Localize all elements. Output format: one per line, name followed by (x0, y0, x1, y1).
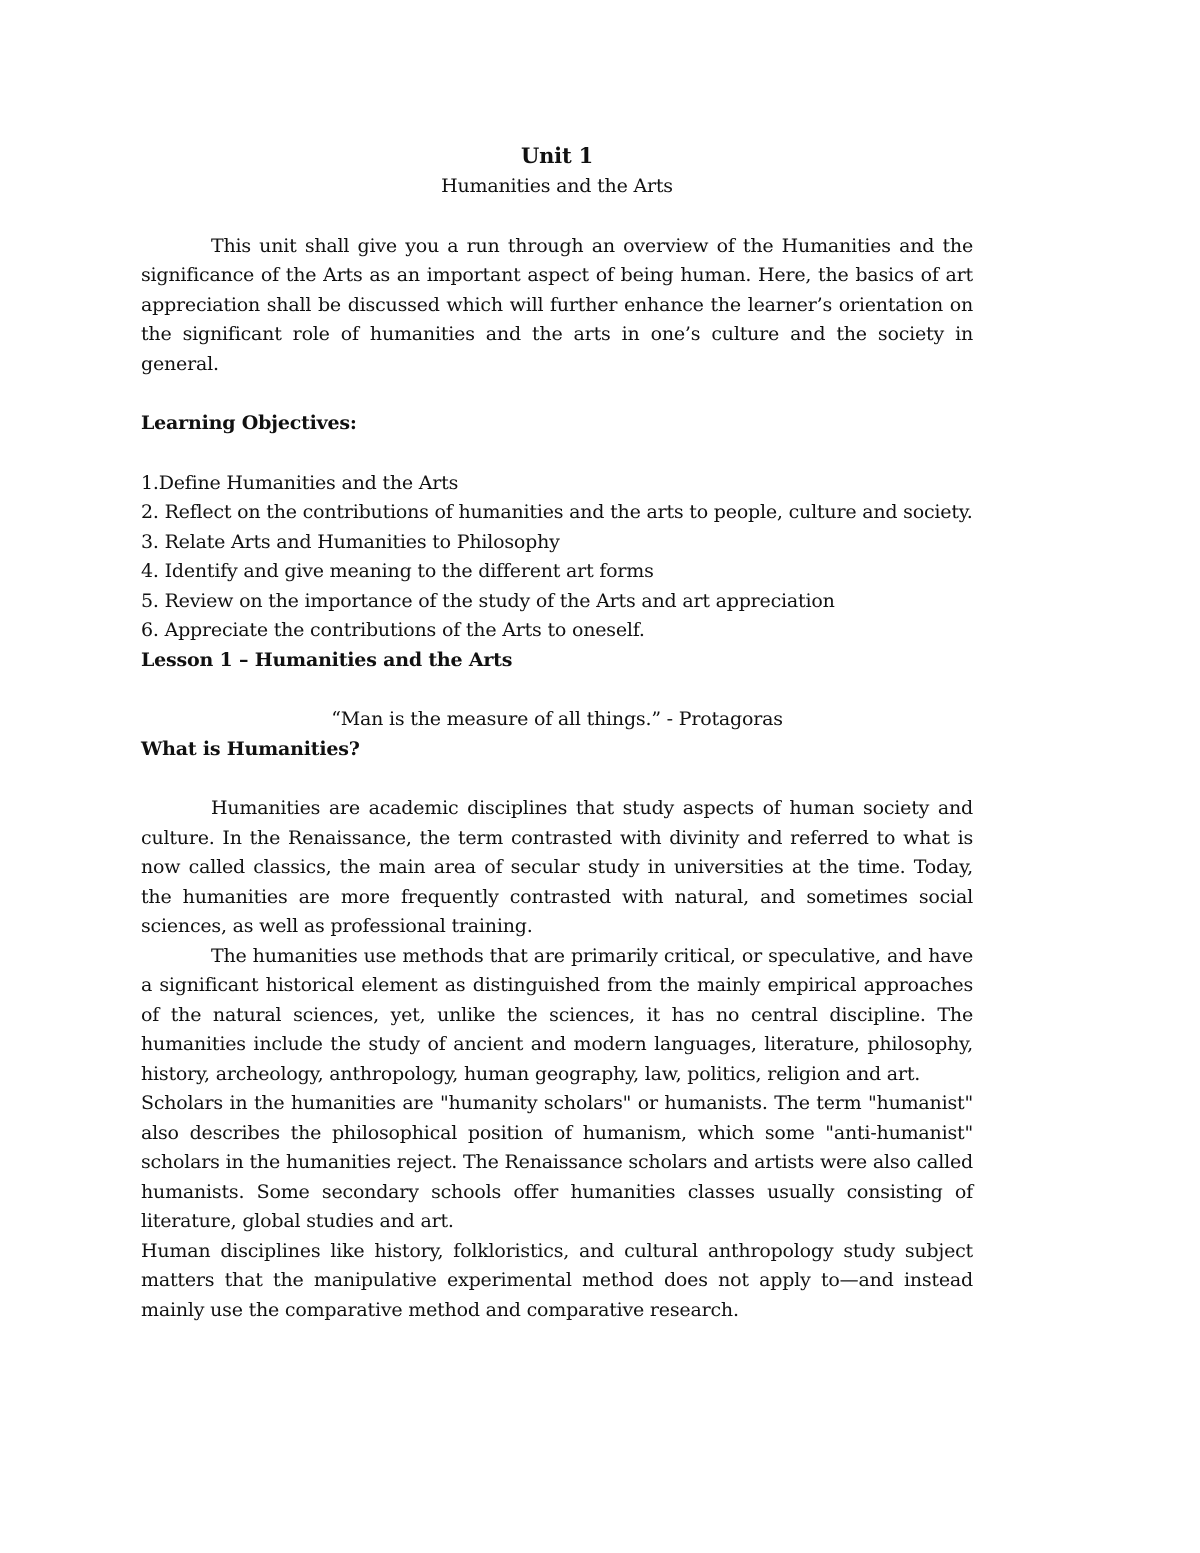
objective-item: 5. Review on the importance of the study of the Arts and art appreciation (141, 589, 835, 612)
objective-item: 6. Appreciate the contributions of the Arts to oneself. (141, 619, 645, 641)
humanities-paragraph-3: Scholars in the humanities are "humanity scholars" or humanists. The term "humanist" also describes the philosophical position of humanism, which some "anti-humanist" scholars in the humanities reject. The Renaissance scholars and artists were also called humanists. Some secondary schools offer humanities classes usually consisting of literature, global studies and art. (141, 1092, 973, 1232)
learning-objectives-heading: Learning Objectives: (141, 412, 357, 434)
what-is-humanities-heading: What is Humanities? (141, 737, 360, 760)
unit-title: Unit 1 (521, 143, 593, 168)
humanities-paragraph-1: Humanities are academic disciplines that study aspects of human society and culture. In the Renaissance, the term contrasted with divinity and referred to what is now called classics, the main area of secular study in universities at the time. Today, the humanities are more frequently contrasted with natural, and sometimes social sciences, as well as professional training. (141, 797, 973, 937)
unit-intro-paragraph: This unit shall give you a run through an overview of the Humanities and the significance of the Arts as an important aspect of being human. Here, the basics of art appreciation shall be discussed which will further enhance the learner’s orientation on the significant role of humanities and the arts in one’s culture and the society in general. (141, 234, 973, 375)
learning-objectives-list (141, 469, 973, 646)
humanities-paragraph-4: Human disciplines like history, folkloristics, and cultural anthropology study subject matters that the manipulative experimental method does not apply to—and instead mainly use the comparative method and comparative research. (141, 1239, 973, 1321)
objective-item: 2. Reflect on the contributions of humanities and the arts to people, culture and society. (141, 501, 973, 523)
document-page (141, 140, 973, 1325)
humanities-paragraph-2: The humanities use methods that are primarily critical, or speculative, and have a significant historical element as distinguished from the mainly empirical approaches of the natural sciences, yet, unlike the sciences, it has no central discipline. The humanities include the study of ancient and modern languages, literature, philosophy, history, archeology, anthropology, human geography, law, politics, religion and art. (141, 944, 973, 1085)
objective-item: 3. Relate Arts and Humanities to Philosophy (141, 530, 560, 553)
lesson-heading: Lesson 1 – Humanities and the Arts (141, 648, 513, 671)
objective-item: 4. Identify and give meaning to the different art forms (141, 560, 654, 582)
protagoras-quote: “Man is the measure of all things.” - Protagoras (331, 708, 783, 730)
objective-item: 1.Define Humanities and the Arts (141, 471, 459, 494)
unit-subtitle: Humanities and the Arts (441, 175, 673, 197)
